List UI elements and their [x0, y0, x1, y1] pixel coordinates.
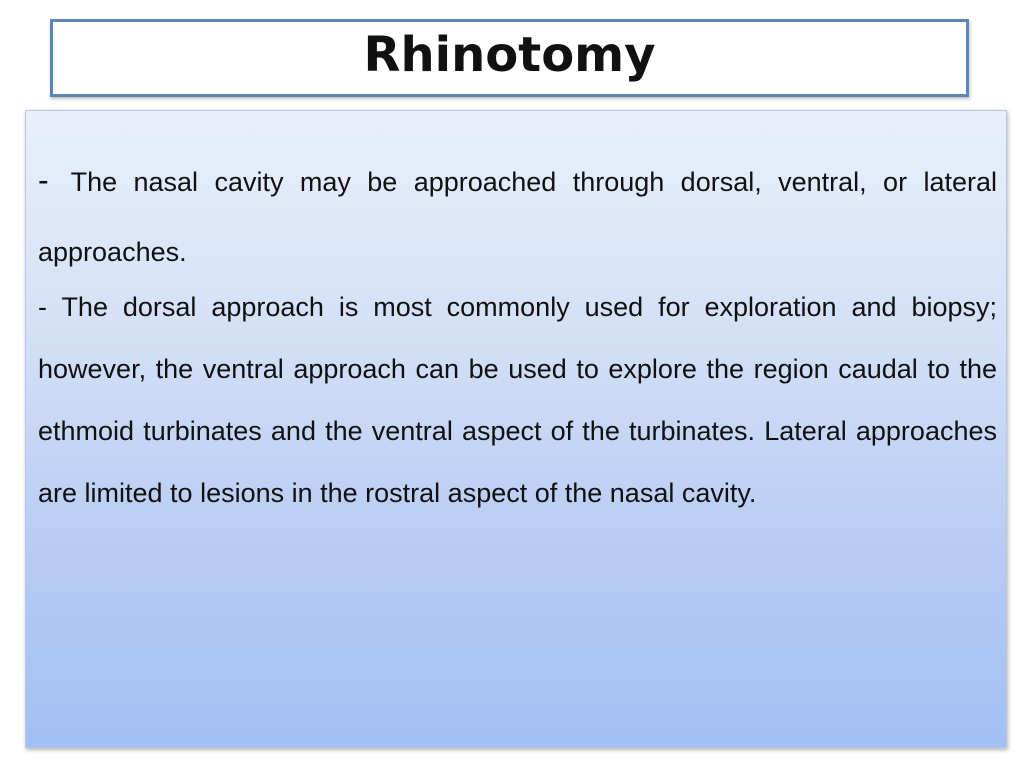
paragraph-1-text: The nasal cavity may be approached through dorsal, ventral, or lateral approaches. [38, 167, 998, 267]
paragraph-1-bullet: - [38, 162, 49, 198]
slide-title: Rhinotomy [363, 27, 656, 83]
paragraph-2-text: The dorsal approach is most commonly used for exploration and biopsy; however, the ventral approach can be used to explore the region caudal to the ethmoid turbinates and the ventral aspect of the turbinates. Lateral approaches are limited to lesions in the rostral aspect of the nasal cavity. [38, 292, 997, 508]
slide-content-box [25, 110, 1007, 748]
slide-title-box [50, 19, 969, 97]
paragraph-2-bullet: - [38, 292, 47, 322]
paragraph-1 [38, 145, 997, 287]
paragraph-2 [38, 276, 997, 524]
